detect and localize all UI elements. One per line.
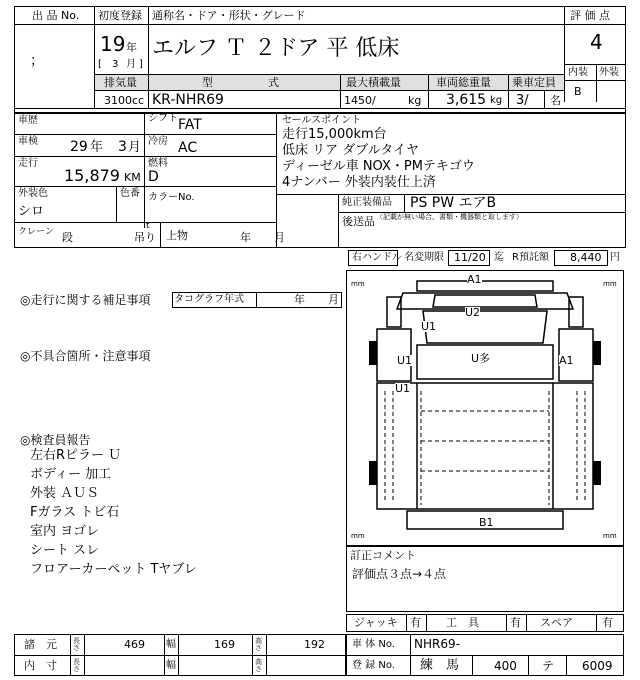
fuel-value: D [148, 169, 159, 185]
interior-label: 内装 [568, 67, 588, 78]
damage-mark-a1-front: A1 [467, 273, 482, 286]
capacity-label: 乗車定員 [512, 76, 556, 89]
correction-text: 評価点３点→４点 [352, 567, 447, 581]
upper-year: 年 [240, 231, 251, 244]
chassis-no-value: NHR69- [414, 637, 460, 651]
specs-label: 諸 元 [24, 638, 57, 651]
registration-region: 練 馬 [420, 658, 460, 673]
first-reg-month-unit: 月 [126, 59, 136, 70]
damage-mark-u1-left-door: U1 [397, 354, 413, 367]
aftermarket-label: 後送品 [342, 215, 375, 228]
crane-hoist: 吊り [134, 231, 156, 244]
ac-value: AC [178, 140, 198, 156]
capacity-unit: 名 [550, 94, 561, 107]
spare-label: スペア [540, 616, 573, 629]
max-load-value: 1450/ [344, 94, 376, 107]
month-bracket-close: ] [139, 59, 143, 70]
model-value: KR-NHR69 [152, 92, 224, 108]
inspection-year-unit: 年 [90, 140, 104, 155]
registration-class: 400 [494, 659, 517, 673]
chassis-no-label: 車 体 No. [352, 639, 395, 650]
truck-outline-svg [347, 271, 623, 545]
upper-month: 月 [274, 231, 285, 244]
jack-value: 有 [410, 616, 421, 629]
inspector-line-5: 室内 ヨゴレ [30, 524, 100, 539]
capacity-value: 3/ [516, 93, 529, 108]
inner-dimensions-label: 内 寸 [24, 659, 57, 672]
first-reg-month: 3 [112, 59, 119, 70]
length-label-2: 長さ [73, 658, 80, 673]
color-no-sublabel: カラーNo. [148, 192, 195, 203]
damage-mark-a1-right: A1 [559, 354, 574, 367]
interior-grade: B [574, 85, 582, 98]
crane-t: t [146, 221, 150, 231]
evaluation-label: 評 価 点 [570, 9, 610, 22]
damage-diagram [346, 270, 624, 546]
defect-notes-label: ◎不具合箇所・注意事項 [20, 349, 151, 363]
inspector-line-2: ボディー 加工 [30, 467, 112, 482]
handle-value: 右ハンドル [352, 252, 402, 263]
model-label: 型 式 [202, 76, 279, 89]
aftermarket-note: （記載が無い場合、書類・機器類と取します） [376, 213, 523, 221]
mileage-value: 15,879 [64, 166, 120, 185]
fuel-label: 燃料 [148, 158, 168, 169]
crane-steps: 段 [62, 231, 73, 244]
mm-top-left: mm [351, 280, 365, 288]
gross-weight-label: 車両総重量 [436, 76, 491, 89]
correction-title: 訂正コメント [350, 549, 416, 562]
registration-number: 6009 [582, 659, 613, 673]
max-load-label: 最大積載量 [346, 76, 401, 89]
history-label: 車歴 [18, 115, 38, 126]
height-value: 192 [304, 638, 325, 651]
displacement-label: 排気量 [104, 76, 137, 89]
tachograph-label: タコグラフ年式 [174, 294, 244, 305]
height-label-2: 高さ [255, 658, 262, 673]
width-label-1: 幅 [166, 639, 176, 650]
spare-value: 有 [602, 616, 613, 629]
inspection-month-unit: 月 [128, 140, 142, 155]
inspector-line-7: フロアーカーペット Tヤブレ [30, 562, 197, 577]
color-value: シロ [18, 204, 45, 219]
vehicle-name: エルフ Ｔ ２ドア 平 低床 [152, 36, 400, 61]
sales-point-4: 4ナンバー 外装内装仕上済 [282, 175, 436, 190]
first-reg-year-unit: 年 [126, 41, 137, 54]
mileage-label: 走行 [18, 158, 38, 169]
vehicle-name-label: 通称名・ドア・形状・グレード [152, 9, 306, 22]
sales-point-1: 走行15,000km台 [282, 127, 387, 142]
exterior-color-label: 外装色 [18, 188, 48, 199]
inspector-line-6: シート スレ [30, 543, 100, 558]
registration-no-label: 登 録 No. [352, 660, 395, 671]
r-deposit-value: 8,440 [570, 251, 602, 264]
tool-label: 工 具 [446, 616, 479, 629]
driving-notes-label: ◎走行に関する補足事項 [20, 293, 151, 307]
sales-point-3: ディーゼル車 NOX・PMテキゴウ [282, 159, 475, 174]
first-registration-label: 初度登録 [98, 9, 142, 22]
evaluation-score: 4 [590, 30, 603, 54]
inspector-line-4: Fガラス トビ石 [30, 505, 120, 520]
sales-points-title: セールスポイント [282, 115, 362, 126]
inspector-line-1: 左右Rピラー Ｕ [30, 448, 122, 463]
inspector-report-label: ◎検査員報告 [20, 433, 91, 447]
equipment-value: PS PW エアB [410, 195, 497, 211]
r-deposit-label: R預託額 [512, 252, 549, 263]
ac-label: 冷房 [148, 136, 168, 147]
shift-label: シフト [148, 113, 178, 124]
exterior-label: 外装 [599, 67, 619, 78]
damage-mark-u1-left-side: U1 [395, 382, 411, 395]
tool-value: 有 [510, 616, 521, 629]
name-change-value: 11/20 [454, 251, 486, 264]
upper-label: 上物 [166, 229, 188, 242]
equipment-label: 純正装備品 [342, 197, 392, 208]
lot-no-label: 出 品 No. [32, 9, 80, 22]
jack-label: ジャッキ [354, 616, 398, 629]
tachograph-year: 年 [294, 293, 305, 306]
r-deposit-unit: 円 [610, 252, 620, 263]
height-label-1: 高さ [255, 637, 262, 652]
sales-point-2: 低床 リア ダブルタイヤ [282, 143, 419, 158]
color-no-label: 色番 [120, 188, 140, 199]
mm-bottom-right: mm [603, 532, 617, 540]
registration-kana: テ [542, 659, 555, 673]
length-label-1: 長さ [73, 637, 80, 652]
damage-mark-u2: U2 [465, 306, 481, 319]
displacement-value: 3100 [104, 94, 132, 107]
inspection-month: 3 [118, 139, 127, 155]
max-load-unit: kg [408, 94, 422, 107]
month-bracket-open: [ [98, 59, 102, 70]
damage-mark-u1-cab: U1 [421, 320, 437, 333]
name-change-until: 迄 [494, 252, 504, 263]
gross-weight-value: 3,615 [446, 92, 487, 108]
length-value: 469 [124, 638, 145, 651]
damage-mark-u-many: U多 [471, 352, 491, 365]
width-value: 169 [214, 638, 235, 651]
lot-no-value: ； [30, 53, 44, 69]
crane-label: クレーン [18, 227, 54, 237]
mm-top-right: mm [603, 280, 617, 288]
mileage-unit: KM [124, 171, 141, 184]
name-change-label: 名変期限 [404, 252, 444, 263]
displacement-unit: cc [132, 94, 145, 107]
inspector-line-3: 外装 ＡＵＳ [30, 486, 100, 501]
tachograph-month: 月 [328, 293, 339, 306]
first-reg-year: 19 [100, 32, 126, 56]
inspection-year: 29 [70, 139, 88, 155]
shift-value: FAT [178, 117, 202, 133]
mm-bottom-left: mm [351, 532, 365, 540]
width-label-2: 幅 [166, 660, 176, 671]
inspection-label: 車検 [18, 136, 38, 147]
damage-mark-b1-rear: B1 [479, 516, 494, 529]
gross-weight-unit: kg [490, 95, 503, 106]
